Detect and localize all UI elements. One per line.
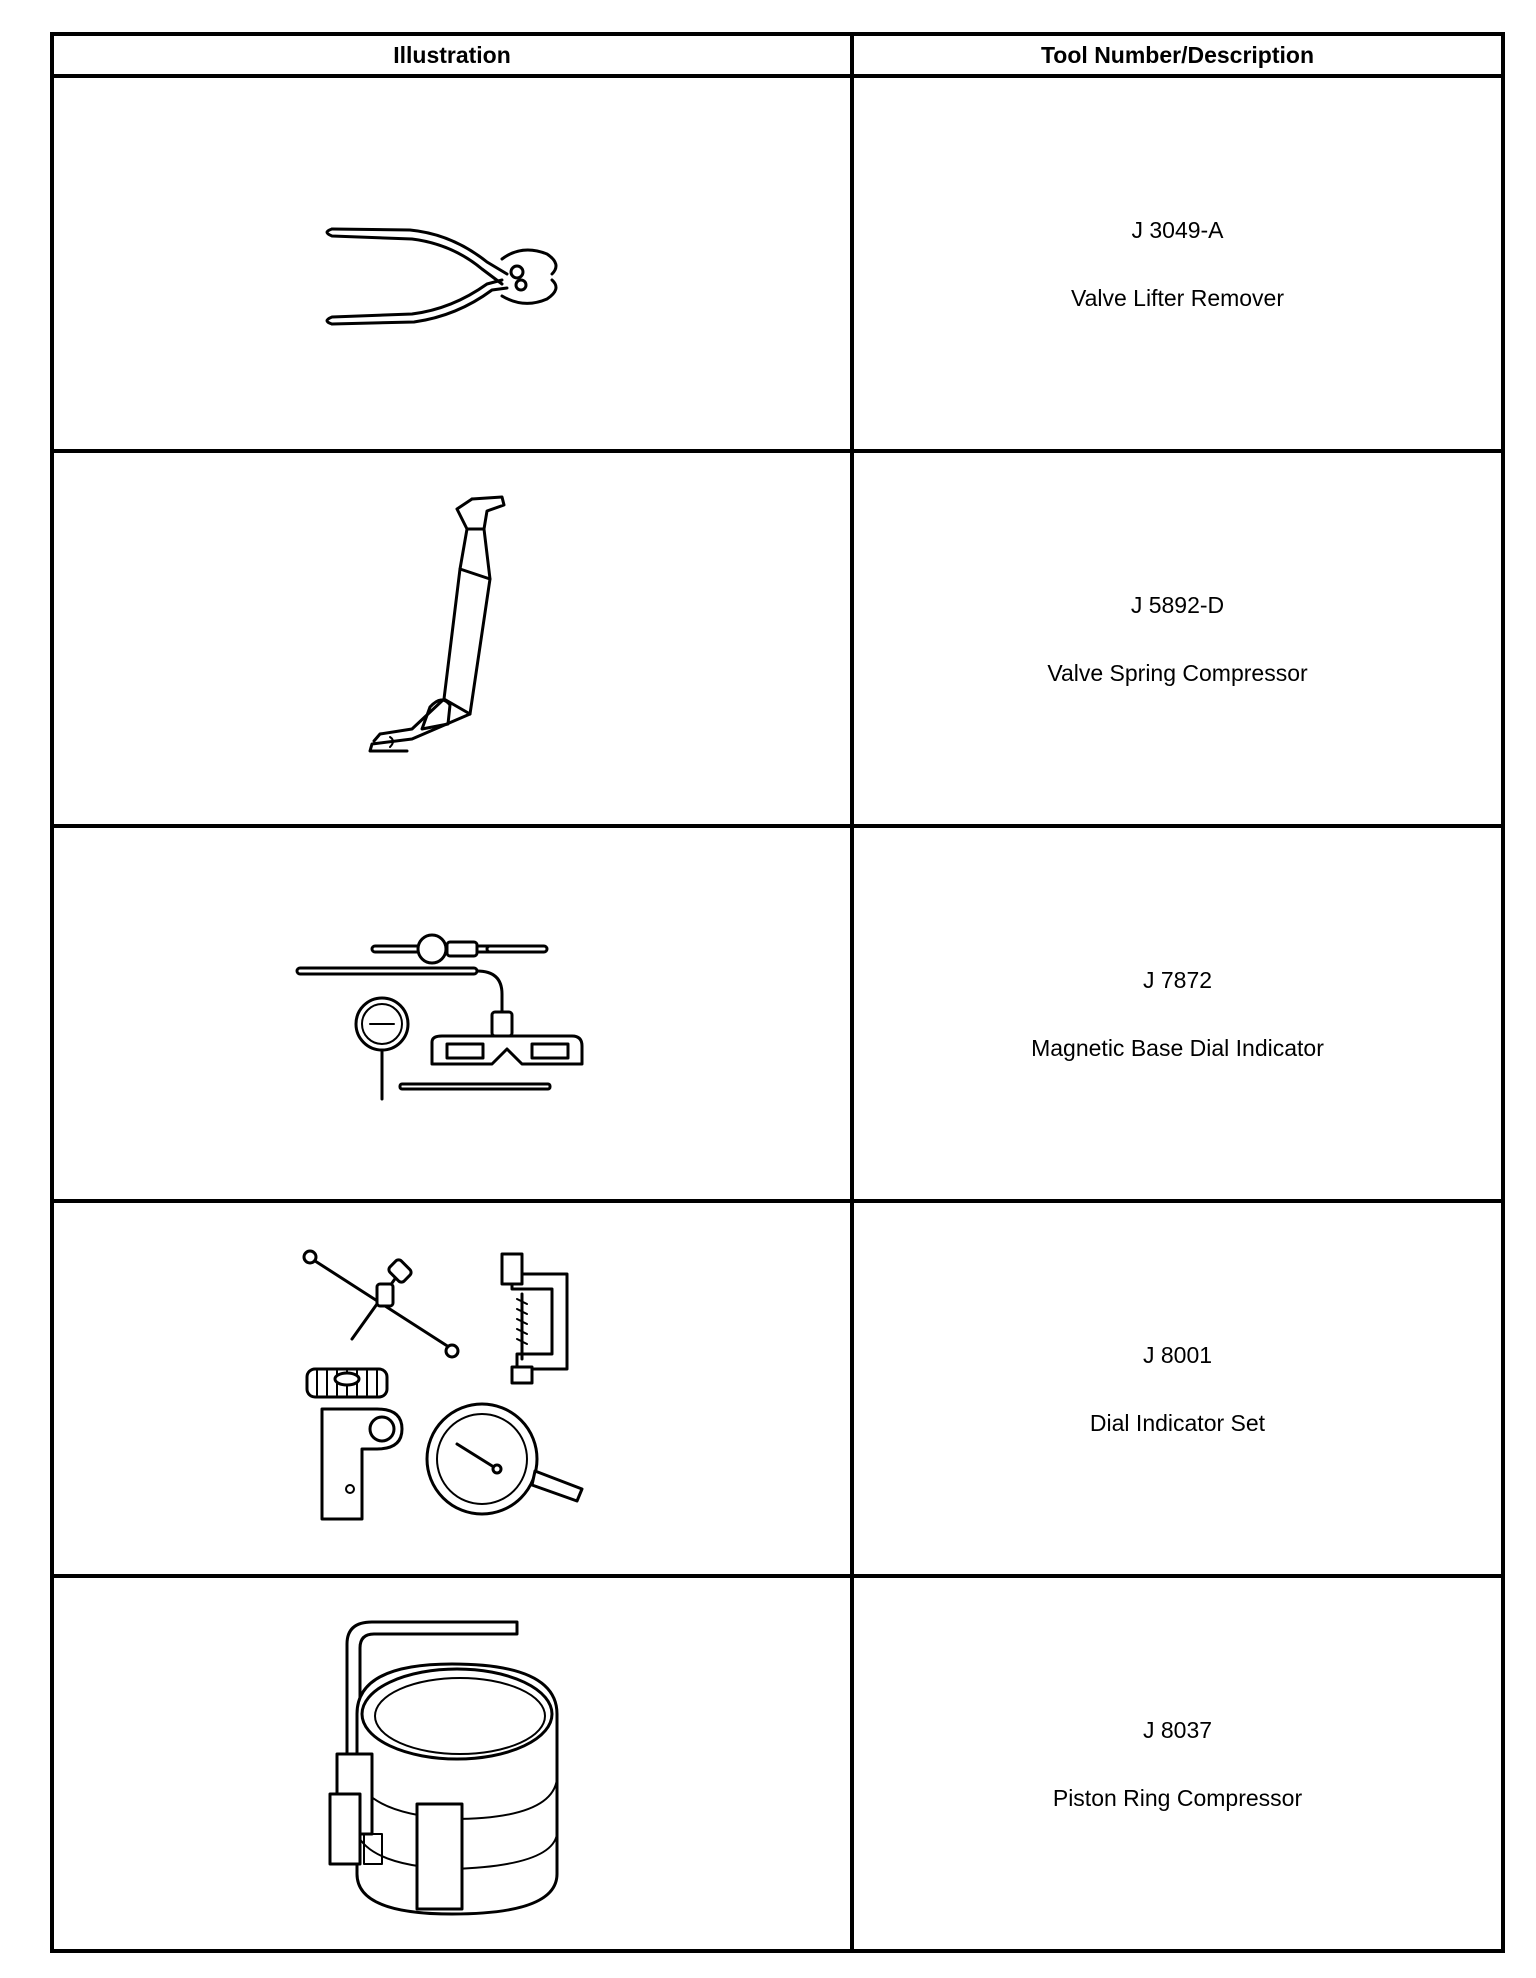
tool-description-cell [852, 1201, 1503, 1576]
tool-description: Magnetic Base Dial Indicator [1031, 1034, 1324, 1061]
magnetic-base-dial-indicator-illustration [292, 924, 612, 1104]
illustration-cell [52, 451, 852, 826]
table-row [52, 826, 1503, 1201]
tool-description-cell [852, 1576, 1503, 1951]
valve-spring-compressor-illustration [352, 489, 552, 789]
tool-number: J 5892-D [1130, 591, 1225, 618]
tool-description-column-header: Tool Number/Description [852, 34, 1503, 76]
tool-description: Valve Lifter Remover [1070, 284, 1285, 311]
tool-number: J 3049-A [1131, 216, 1224, 243]
dial-indicator-set-illustration [292, 1239, 612, 1539]
illustration-cell [52, 1201, 852, 1576]
table-row [52, 1201, 1503, 1576]
tool-description-cell [852, 826, 1503, 1201]
tool-description-cell [852, 76, 1503, 451]
piston-ring-compressor-illustration [302, 1604, 602, 1924]
illustration-column-header: Illustration [52, 34, 852, 76]
tool-description-cell [852, 451, 1503, 826]
table-row [52, 1576, 1503, 1951]
tool-number: J 8037 [1142, 1716, 1213, 1743]
table-row [52, 76, 1503, 451]
special-tools-table [50, 32, 1505, 1953]
table-header-row [52, 34, 1503, 76]
tool-description: Valve Spring Compressor [1047, 659, 1308, 686]
tool-number: J 7872 [1142, 966, 1213, 993]
illustration-cell [52, 76, 852, 451]
table-row [52, 451, 1503, 826]
tool-number: J 8001 [1142, 1341, 1213, 1368]
valve-lifter-remover-illustration [302, 184, 602, 344]
illustration-cell [52, 1576, 852, 1951]
tool-description: Piston Ring Compressor [1052, 1784, 1303, 1811]
tool-description: Dial Indicator Set [1089, 1409, 1266, 1436]
illustration-cell [52, 826, 852, 1201]
